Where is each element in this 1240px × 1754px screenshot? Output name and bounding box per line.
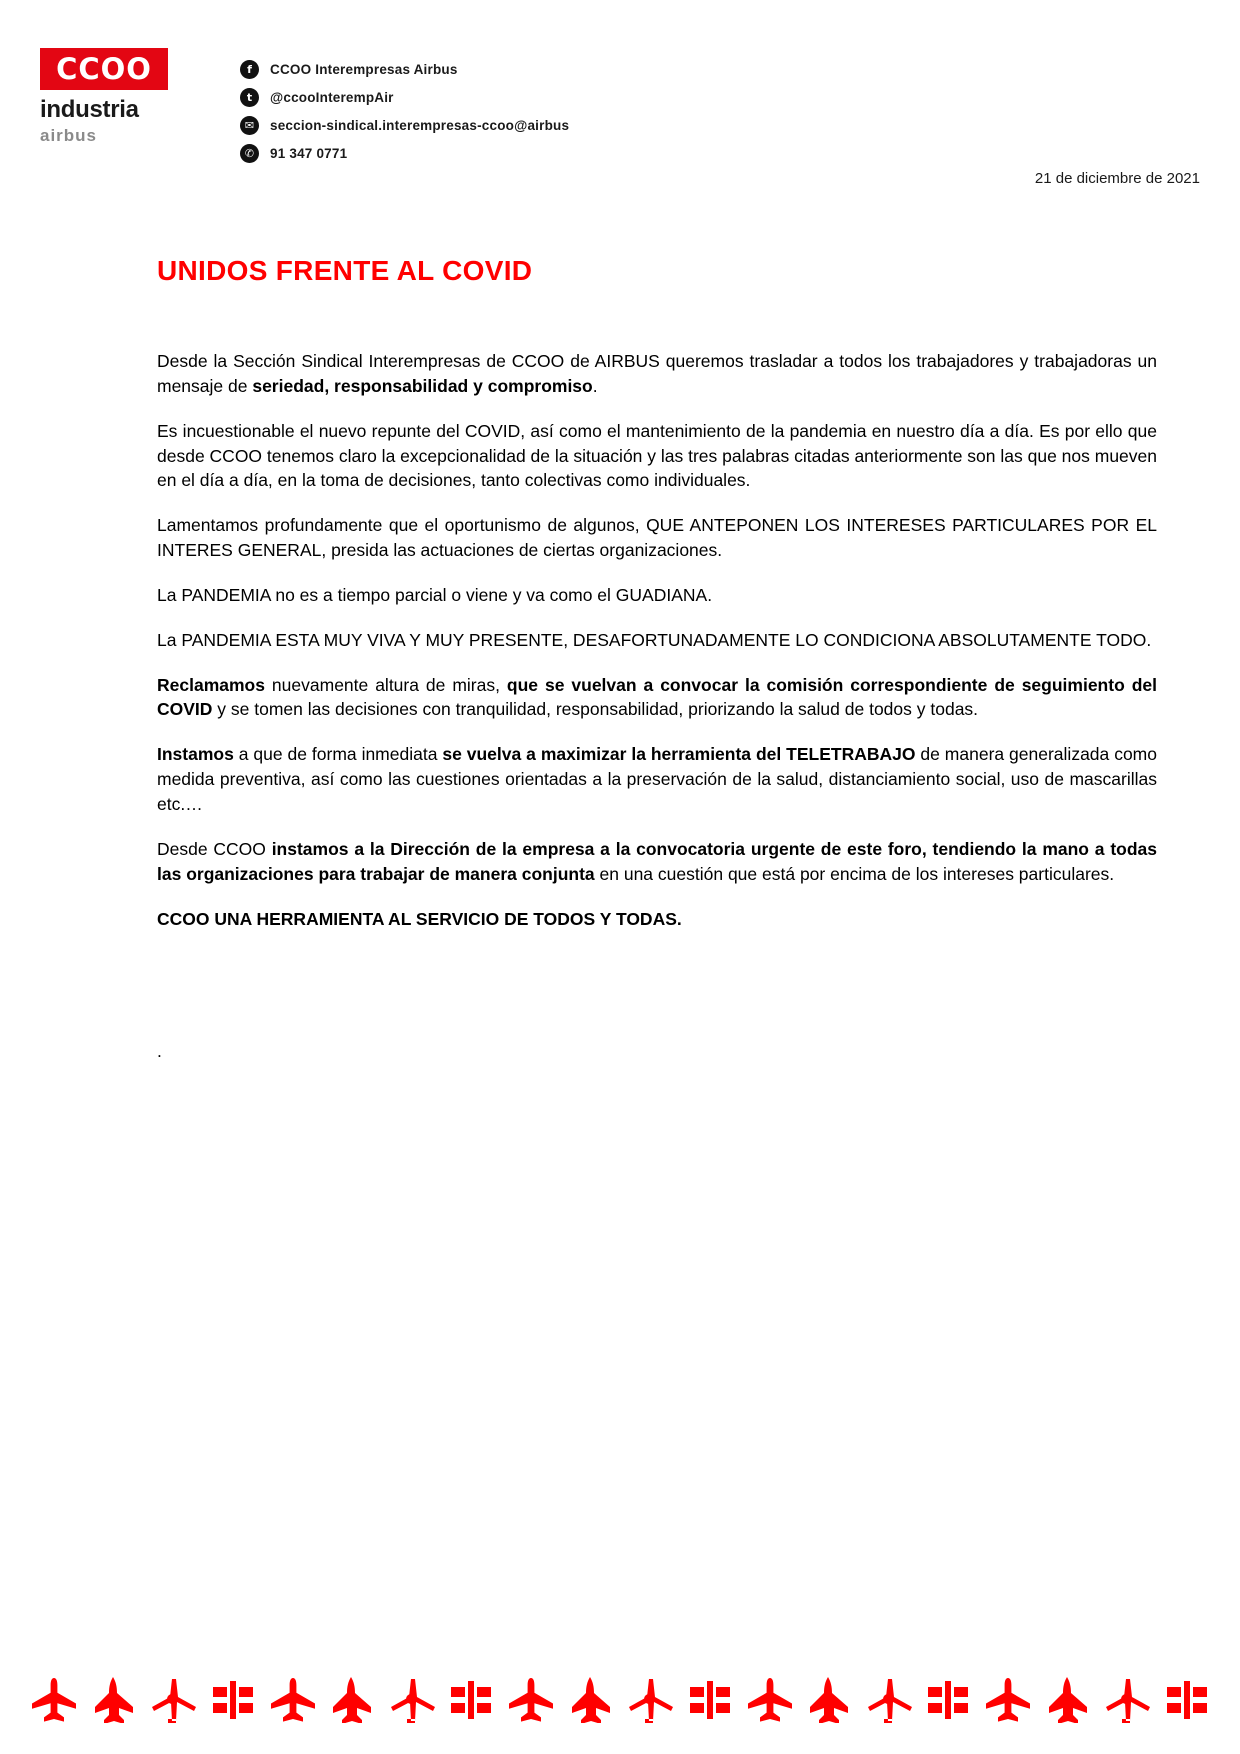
contact-twitter-label: @ccooInterempAir bbox=[270, 89, 394, 105]
plane-icon-slot bbox=[269, 1677, 317, 1728]
helicopter-icon bbox=[863, 1677, 913, 1723]
paragraph-2 bbox=[157, 419, 1157, 494]
helicopter-icon-slot bbox=[147, 1677, 197, 1728]
contact-email-label: seccion-sindical.interempresas-ccoo@airbus bbox=[270, 117, 570, 133]
text-run: a que de forma inmediata bbox=[233, 744, 443, 765]
contact-phone-label: 91 347 0771 bbox=[270, 145, 348, 161]
satellite-icon bbox=[687, 1677, 733, 1723]
helicopter-icon bbox=[624, 1677, 674, 1723]
document-header bbox=[0, 0, 1240, 190]
text-run: en una cuestión que está por encima de los intereses particulares. bbox=[594, 863, 1115, 884]
text-run: Desde la Sección Sindical Interempresas de CCOO de AIRBUS queremos trasladar a todos los trabajadores y trabajadoras un mensaje de bbox=[157, 351, 1157, 396]
plane-icon-slot bbox=[507, 1677, 555, 1728]
fighter-jet-icon bbox=[329, 1677, 373, 1723]
contact-item-email bbox=[240, 114, 569, 136]
satellite-icon-slot bbox=[210, 1677, 256, 1728]
paragraph-3 bbox=[157, 513, 1157, 563]
contact-item-phone bbox=[240, 142, 569, 164]
fighter-jet-icon bbox=[806, 1677, 850, 1723]
text-run: nuevamente altura de miras, bbox=[264, 674, 507, 695]
twitter-icon: t bbox=[240, 88, 259, 107]
text-run: Desde CCOO bbox=[157, 838, 272, 859]
satellite-icon-slot bbox=[448, 1677, 494, 1728]
plane-icon-slot bbox=[984, 1677, 1032, 1728]
facebook-icon: f bbox=[240, 60, 259, 79]
satellite-icon-slot bbox=[687, 1677, 733, 1728]
paragraph-7 bbox=[157, 742, 1157, 817]
satellite-icon bbox=[1164, 1677, 1210, 1723]
fighter-icon-slot bbox=[91, 1677, 135, 1728]
fighter-icon-slot bbox=[329, 1677, 373, 1728]
airplane-icon bbox=[984, 1677, 1032, 1723]
satellite-icon bbox=[925, 1677, 971, 1723]
paragraph-6 bbox=[157, 673, 1157, 723]
text-run-bold: Instamos bbox=[157, 744, 234, 765]
helicopter-icon-slot bbox=[1101, 1677, 1151, 1728]
helicopter-icon-slot bbox=[386, 1677, 436, 1728]
fighter-jet-icon bbox=[568, 1677, 612, 1723]
fighter-icon-slot bbox=[806, 1677, 850, 1728]
contact-list bbox=[240, 58, 569, 170]
contact-item-facebook bbox=[240, 58, 569, 80]
text-run: Es incuestionable el nuevo repunte del COVID, así como el mantenimiento de la pandemia en nuestro día a día. Es por ello que desde CCOO tenemos claro la excepcionalidad de la situación y las tres palabras citadas anteriormente son las que nos mueven en el día a día, en la toma de decisiones, tanto colectivas como individuales. bbox=[157, 420, 1157, 491]
contact-item-twitter bbox=[240, 86, 569, 108]
helicopter-icon bbox=[147, 1677, 197, 1723]
text-run-bold: seriedad, responsabilidad y compromiso bbox=[252, 375, 593, 396]
plane-icon-slot bbox=[746, 1677, 794, 1728]
fighter-icon-slot bbox=[1045, 1677, 1089, 1728]
footer-aircraft-strip bbox=[0, 1648, 1240, 1728]
text-run-bold: instamos a la Dirección de la empresa a la convocatoria urgente de este foro, tendiendo la mano a todas las organizaciones para trabajar de manera conjunta bbox=[157, 838, 1157, 884]
airplane-icon bbox=[30, 1677, 78, 1723]
text-run: . bbox=[592, 375, 598, 396]
paragraph-5 bbox=[157, 628, 1157, 653]
airplane-icon bbox=[269, 1677, 317, 1723]
fighter-jet-icon bbox=[1045, 1677, 1089, 1723]
helicopter-icon bbox=[386, 1677, 436, 1723]
helicopter-icon-slot bbox=[863, 1677, 913, 1728]
page-title: UNIDOS FRENTE AL COVID bbox=[157, 255, 533, 286]
airplane-icon bbox=[746, 1677, 794, 1723]
paragraph-4 bbox=[157, 583, 1157, 608]
logo-airbus-text: airbus bbox=[40, 126, 98, 145]
text-run: y se tomen las decisiones con tranquilidad, responsabilidad, priorizando la salud de todos y todas. bbox=[212, 699, 979, 720]
email-icon: ✉ bbox=[240, 116, 259, 135]
paragraph-8 bbox=[157, 837, 1157, 887]
whatsapp-icon: ✆ bbox=[240, 144, 259, 163]
satellite-icon bbox=[210, 1677, 256, 1723]
fighter-icon-slot bbox=[568, 1677, 612, 1728]
paragraph-1 bbox=[157, 349, 1157, 399]
text-run: La PANDEMIA no es a tiempo parcial o viene y va como el GUADIANA. bbox=[157, 584, 713, 605]
text-run: Lamentamos profundamente que el oportunismo de algunos, QUE ANTEPONEN LOS INTERESES PARTICULARES POR EL INTERES GENERAL, presida las actuaciones de ciertas organizaciones. bbox=[157, 515, 1157, 561]
text-run: de manera generalizada como medida preventiva, así como las cuestiones orientadas a la preservación de la salud, distanciamiento social, uso de mascarillas etc.… bbox=[157, 744, 1157, 814]
closing-slogan: CCOO UNA HERRAMIENTA AL SERVICIO DE TODOS Y TODAS. bbox=[157, 908, 682, 929]
ccoo-logo-mark bbox=[40, 48, 168, 90]
text-run-bold: se vuelva a maximizar la herramienta del TELETRABAJO bbox=[442, 744, 916, 765]
satellite-icon bbox=[448, 1677, 494, 1723]
ccoo-logo-text: CCOO bbox=[56, 52, 152, 86]
airplane-icon bbox=[507, 1677, 555, 1723]
fighter-jet-icon bbox=[91, 1677, 135, 1723]
contact-facebook-label: CCOO Interempresas Airbus bbox=[270, 61, 458, 77]
satellite-icon-slot bbox=[925, 1677, 971, 1728]
helicopter-icon bbox=[1101, 1677, 1151, 1723]
plane-icon-slot bbox=[30, 1677, 78, 1728]
helicopter-icon-slot bbox=[624, 1677, 674, 1728]
trailing-mark: . bbox=[157, 1041, 162, 1062]
satellite-icon-slot bbox=[1164, 1677, 1210, 1728]
document-body bbox=[157, 255, 1157, 1080]
text-run-bold: que se vuelvan a convocar la comisión correspondiente de seguimiento del COVID bbox=[157, 674, 1157, 720]
ccoo-industria-airbus-logo bbox=[40, 48, 200, 146]
document-date: 21 de diciembre de 2021 bbox=[1034, 170, 1200, 187]
text-run-bold: Reclamamos bbox=[157, 674, 265, 695]
text-run: La PANDEMIA ESTA MUY VIVA Y MUY PRESENTE, DESAFORTUNADAMENTE LO CONDICIONA ABSOLUTAMENTE TODO. bbox=[157, 629, 1152, 650]
logo-industria-text: industria bbox=[40, 96, 139, 123]
